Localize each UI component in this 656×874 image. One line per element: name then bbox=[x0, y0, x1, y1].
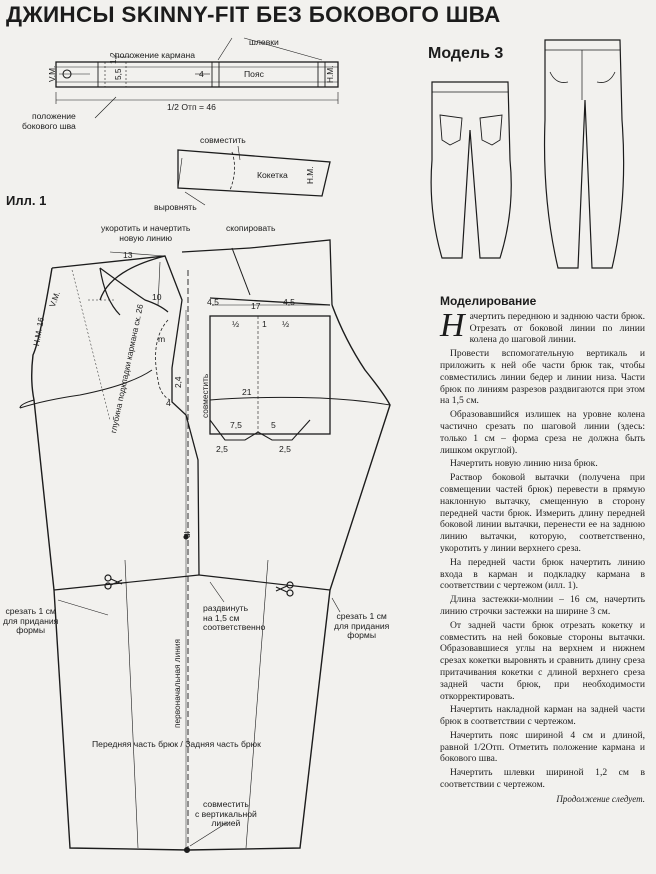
article-paragraph: Начертить пояс шириной 4 см и длиной, равной 1/2Отп. Отметить положение кармана и бокового шва. bbox=[440, 729, 645, 765]
article-paragraph: На передней части брюк начертить линию входа в карман и подкладку кармана в соответствии с чертежом (илл. 1). bbox=[440, 556, 645, 592]
article-paragraph: Раствор боковой вытачки (получена при совмещении частей брюк) перевести в прямую наклонную вытачку, смещенную в сторону передней части брюк. Измерить длину передней боковой линии вытачки, перенести ее на заднюю линию вытачки, которую, соответственно, укоротить у линии верхнего среза. bbox=[440, 472, 645, 554]
belt-loops-label: шлевки bbox=[249, 37, 279, 47]
model-label: Модель 3 bbox=[428, 45, 504, 62]
front-back-label: Передняя часть брюк / Задняя часть брюк bbox=[92, 739, 261, 749]
pocket-depth-label: глубина подкладки кармана ск. 26 bbox=[108, 303, 146, 435]
jeans-back-illustration bbox=[545, 40, 624, 268]
belt-dim-1-2: 1,2 bbox=[108, 52, 118, 64]
article-paragraph: От задней части брюк отрезать кокетку и совместить на ней боковые стороны вытачки. Образовавшиеся углы на верхнем и нижнем срезах кокетки выровнять и сравнить длину среза притачивания кокетки с длиной верхнего среза задней части брюк, при необходимости откорректировать. bbox=[440, 619, 645, 702]
spread-label: раздвинуть на 1,5 см соответственно bbox=[203, 603, 266, 632]
belt-label: Пояс bbox=[244, 69, 264, 79]
jeans-front-illustration bbox=[431, 82, 511, 258]
belt-dim-5-5: 5,5 bbox=[113, 68, 123, 80]
dim-10: 10 bbox=[152, 292, 162, 302]
drop-cap: Н bbox=[440, 306, 465, 344]
cut-right-label: срезать 1 см для придания формы bbox=[334, 611, 390, 640]
cut-left-label: срезать 1 см для придания формы bbox=[3, 606, 59, 635]
article-paragraph: Начертить переднюю и заднюю части брюк. Отрезать от боковой линии по линии колена до шаговой линии. bbox=[440, 306, 645, 346]
article-paragraph: Длина застежки-молнии – 16 см, начертить линию строчки застежки на ширине 3 см. bbox=[440, 594, 645, 617]
yoke-align-label: совместить bbox=[200, 135, 246, 145]
belt-hm-label: H.M. bbox=[325, 65, 335, 83]
dl-label: dl bbox=[182, 531, 192, 538]
belt-dim-4: 4 bbox=[199, 69, 204, 79]
dim-2-4: 2,4 bbox=[173, 376, 183, 388]
article-paragraph: Начертить шлевки шириной 1,2 см в соответствии с чертежом. bbox=[440, 767, 645, 791]
belt-vm-label: V.M. bbox=[47, 65, 57, 82]
trouser-pattern bbox=[20, 240, 390, 853]
article-paragraph: Начертить накладной карман на задней части брюк в соответствии с чертежом. bbox=[440, 704, 645, 728]
yoke-hm-label: H.M. bbox=[305, 166, 315, 184]
page-title: ДЖИНСЫ SKINNY-FIT БЕЗ БОКОВОГО ШВА bbox=[6, 2, 501, 27]
dim-5: 5 bbox=[271, 420, 276, 430]
article-paragraph: Начертить новую линию низа брюк. bbox=[450, 458, 598, 470]
copy-label: скопировать bbox=[226, 223, 276, 233]
dim-2-5-right: 2,5 bbox=[279, 444, 291, 454]
continued-note: Продолжение следует. bbox=[556, 793, 645, 804]
pattern-vm-label: V.M. bbox=[47, 289, 62, 309]
article-paragraph: Провести вспомогательную вертикаль и приложить к ней обе части брюк так, чтобы совместились линии бедер и линии низа. Части брюк по линиям разрезов раздвигаются при этом на 1,5 см. bbox=[440, 348, 645, 407]
dim-1: 1 bbox=[262, 319, 267, 329]
dim-4-5-left: 4,5 bbox=[207, 297, 219, 307]
align-vertical-label: совместить bbox=[200, 373, 210, 418]
align-with-vertical-label: совместить с вертикальной линией bbox=[195, 799, 257, 828]
scissors-icon bbox=[105, 575, 122, 589]
m-label: m bbox=[158, 334, 166, 344]
half-mark-right: ½ bbox=[282, 319, 290, 329]
dim-2-5-left: 2,5 bbox=[216, 444, 228, 454]
initial-line-label: первоначальная линия bbox=[172, 639, 182, 728]
dim-4: 4 bbox=[166, 398, 171, 408]
article bbox=[440, 296, 645, 806]
dim-17: 17 bbox=[251, 301, 261, 311]
pattern-hm-label: H.M. 16 bbox=[31, 316, 46, 347]
half-mark-left: ½ bbox=[232, 319, 240, 329]
side-seam-label: положение бокового шва bbox=[22, 111, 76, 131]
illustration-label: Илл. 1 bbox=[6, 193, 47, 208]
pocket-position-label: положение кармана bbox=[115, 50, 195, 60]
article-paragraph: Образовавшийся излишек на уровне колена частично срезать по шаговой линии (здесь: только 1 см – форма среза не должна быть лишком округлой). bbox=[440, 409, 645, 456]
yoke-label: Кокетка bbox=[257, 170, 288, 180]
half-waist-label: 1/2 Отп = 46 bbox=[167, 102, 216, 112]
dim-21: 21 bbox=[242, 387, 252, 397]
dim-7-5: 7,5 bbox=[230, 420, 242, 430]
dim-4-5-right: 4,5 bbox=[283, 297, 295, 307]
dim-13: 13 bbox=[123, 250, 133, 260]
yoke-align-bottom-label: выровнять bbox=[154, 202, 197, 212]
article-heading: Моделирование bbox=[440, 294, 537, 308]
shorten-line-label: укоротить и начертить новую линию bbox=[101, 223, 191, 243]
